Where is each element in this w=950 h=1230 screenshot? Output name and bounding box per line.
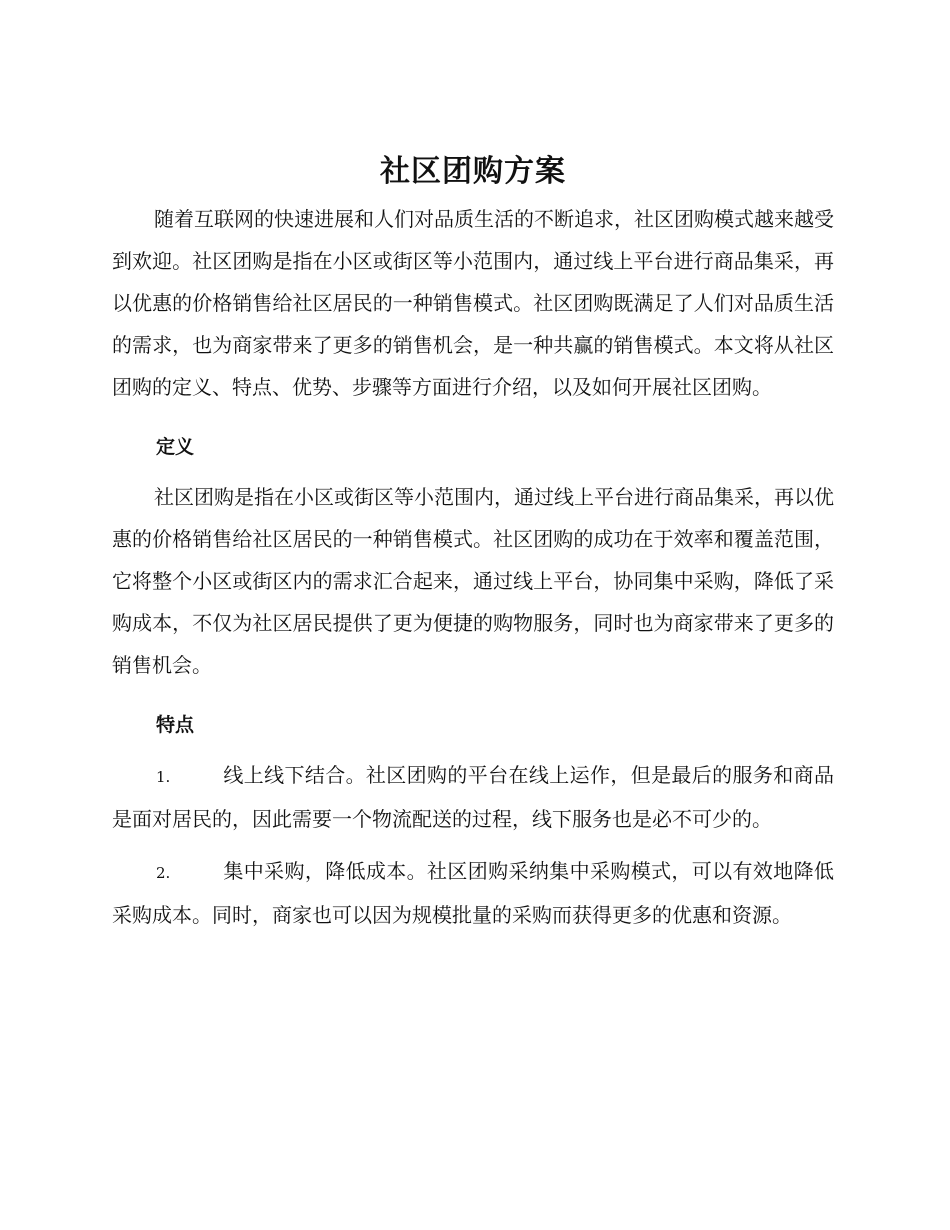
document-content [112, 150, 834, 946]
list-item-text: 线上线下结合。社区团购的平台在线上运作，但是最后的服务和商品是面对居民的，因此需要一个物流配送的过程，线下服务也是必不可少的。 [112, 763, 834, 831]
list-number: 2. [156, 864, 171, 882]
feature-list-item [112, 754, 834, 840]
list-item-text: 集中采购，降低成本。社区团购采纳集中采购模式，可以有效地降低采购成本。同时，商家也可以因为规模批量的采购而获得更多的优惠和资源。 [112, 859, 834, 927]
document-title: 社区团购方案 [380, 154, 566, 189]
section-heading-definition: 定义 [156, 436, 195, 458]
list-number: 1. [156, 768, 171, 786]
section-heading-features: 特点 [156, 714, 195, 736]
definition-paragraph: 社区团购是指在小区或街区等小范围内，通过线上平台进行商品集采，再以优惠的价格销售给社区居民的一种销售模式。社区团购的成功在于效率和覆盖范围，它将整个小区或街区内的需求汇合起来，通过线上平台，协同集中采购，降低了采购成本，不仅为社区居民提供了更为便捷的购物服务，同时也为商家带来了更多的销售机会。 [112, 485, 834, 677]
feature-list-item [112, 850, 834, 936]
intro-paragraph: 随着互联网的快速进展和人们对品质生活的不断追求，社区团购模式越来越受到欢迎。社区团购是指在小区或街区等小范围内，通过线上平台进行商品集采，再以优惠的价格销售给社区居民的一种销售模式。社区团购既满足了人们对品质生活的需求，也为商家带来了更多的销售机会，是一种共赢的销售模式。本文将从社区团购的定义、特点、优势、步骤等方面进行介绍，以及如何开展社区团购。 [112, 207, 834, 399]
